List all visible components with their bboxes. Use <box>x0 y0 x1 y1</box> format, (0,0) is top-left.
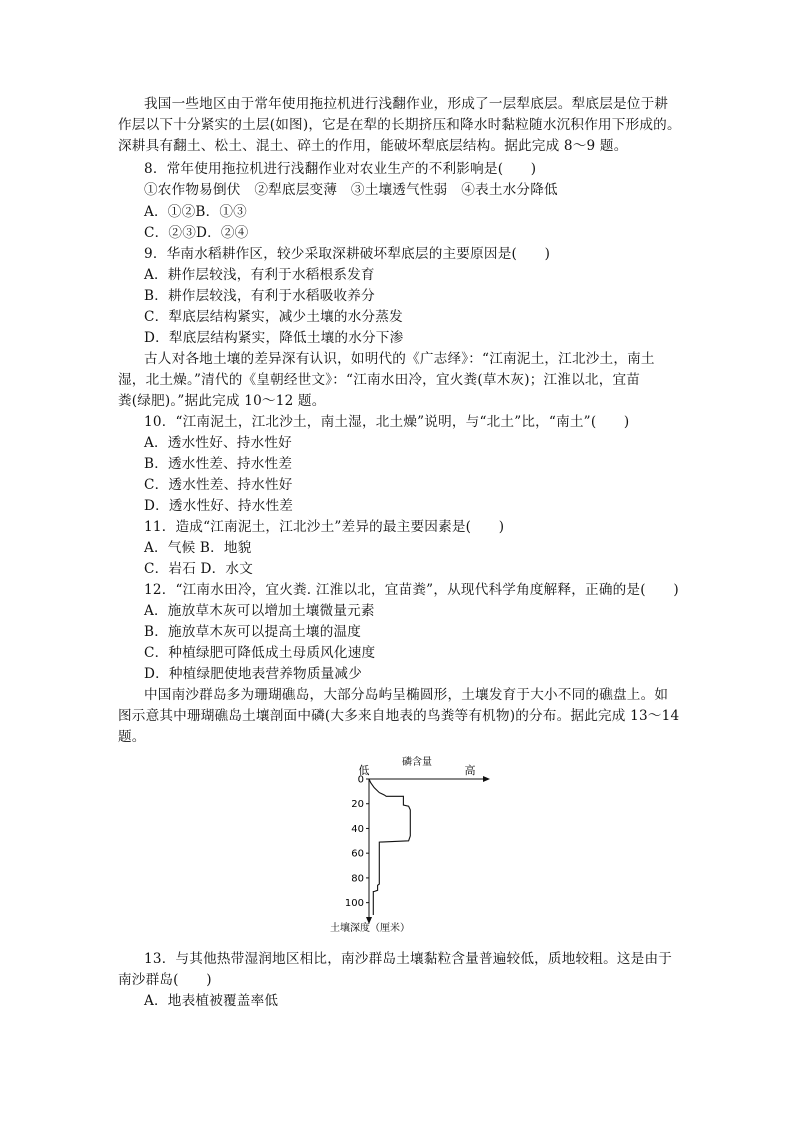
passage-2-line-2: 湿，北土燥。”清代的《皇朝经世文》：“江南水田冷，宜火粪(草木灰)；江淮以北，宜苗 <box>118 372 641 388</box>
question-8-items: ①农作物易倒伏 ②犁底层变薄 ③土壤透气性弱 ④表土水分降低 <box>144 182 558 198</box>
question-8-options-cd: C．②③D．②④ <box>144 225 249 241</box>
passage-2-line-1: 古人对各地土壤的差异深有认识，如明代的《广志绎》：“江南泥土，江北沙土，南土 <box>144 351 655 367</box>
y-tick-label: 20 <box>351 799 364 811</box>
passage-2-line-3: 粪(绿肥)。”据此完成 10～12 题。 <box>118 393 326 409</box>
passage-1-line-1: 我国一些地区由于常年使用拖拉机进行浅翻作业，形成了一层犁底层。犁底层是位于耕 <box>144 96 669 112</box>
question-9-option-b: B．耕作层较浅，有利于水稻吸收养分 <box>144 288 375 304</box>
question-8-stem: 8．常年使用拖拉机进行浅翻作业对农业生产的不利影响是( ) <box>144 161 537 177</box>
y-tick-label: 100 <box>344 898 364 910</box>
question-9-option-c: C．犁底层结构紧实，减少土壤的水分蒸发 <box>144 309 403 325</box>
question-12-option-b: B．施放草木灰可以提高土壤的温度 <box>144 624 362 640</box>
question-10-option-a: A．透水性好、持水性好 <box>144 435 292 451</box>
x-axis-low-label: 低 <box>358 764 370 777</box>
question-12-option-d: D．种植绿肥使地表营养物质量减少 <box>144 666 363 682</box>
phosphorus-depth-chart <box>330 755 500 935</box>
chart-title: 磷含量 <box>402 757 432 768</box>
y-axis-label: 土壤深度（厘米） <box>330 923 410 934</box>
question-10-stem: 10．“江南泥土，江北沙土，南土湿，北土燥”说明，与“北土”比，“南土”( ) <box>144 414 630 430</box>
passage-3-line-3: 题。 <box>118 729 146 745</box>
chart-series <box>369 779 410 915</box>
question-12-option-c: C．种植绿肥可降低成土母质风化速度 <box>144 645 376 661</box>
y-tick-label: 0 <box>357 774 364 786</box>
question-9-stem: 9．华南水稻耕作区，较少采取深耕破坏犁底层的主要原因是( ) <box>144 246 551 262</box>
question-10-option-b: B．透水性差、持水性差 <box>144 456 293 472</box>
question-11-options-cd: C．岩石 D．水文 <box>144 561 253 577</box>
question-10-option-c: C．透水性差、持水性好 <box>144 477 293 493</box>
question-13-option-a: A．地表植被覆盖率低 <box>144 993 279 1009</box>
y-axis-ticks <box>345 775 369 910</box>
y-tick-label: 80 <box>351 873 364 885</box>
question-10-option-d: D．透水性好、持水性差 <box>144 498 294 514</box>
passage-3-line-1: 中国南沙群岛多为珊瑚礁岛，大部分岛屿呈椭圆形，土壤发育于大小不同的礁盘上。如 <box>144 687 669 703</box>
question-12-option-a: A．施放草木灰可以增加土壤微量元素 <box>144 603 375 619</box>
question-12-stem: 12．“江南水田冷，宜火粪. 江淮以北，宜苗粪”，从现代科学角度解释，正确的是( ) <box>144 582 679 598</box>
question-9-option-a: A．耕作层较浅，有利于水稻根系发育 <box>144 267 375 283</box>
question-9-option-d: D．犁底层结构紧实，降低土壤的水分下渗 <box>144 330 404 346</box>
passage-1-line-3: 深耕具有翻土、松土、混土、碎土的作用，能破坏犁底层结构。据此完成 8～9 题。 <box>118 138 628 154</box>
y-tick-label: 60 <box>351 848 364 860</box>
question-11-stem: 11．造成“江南泥土，江北沙土”差异的最主要因素是( ) <box>144 519 505 535</box>
question-13-stem-line-2: 南沙群岛( ) <box>118 972 212 988</box>
passage-3-line-2: 图示意其中珊瑚礁岛土壤剖面中磷(大多来自地表的鸟粪等有机物)的分布。据此完成 13～14 <box>118 708 680 724</box>
question-8-options-ab: A．①②B．①③ <box>144 204 247 220</box>
y-tick-label: 40 <box>351 823 364 835</box>
x-axis-high-label: 高 <box>464 764 476 777</box>
question-13-stem-line-1: 13．与其他热带湿润地区相比，南沙群岛土壤黏粒含量普遍较低，质地较粗。这是由于 <box>144 951 673 967</box>
chart-axes <box>366 776 490 924</box>
question-11-options-ab: A．气候 B．地貌 <box>144 540 252 556</box>
passage-1-line-2: 作层以下十分紧实的土层(如图)，它是在犁的长期挤压和降水时黏粒随水沉积作用下形成的。 <box>118 117 681 133</box>
x-axis-arrow <box>483 776 490 782</box>
phosphorus-profile-line <box>369 779 410 915</box>
